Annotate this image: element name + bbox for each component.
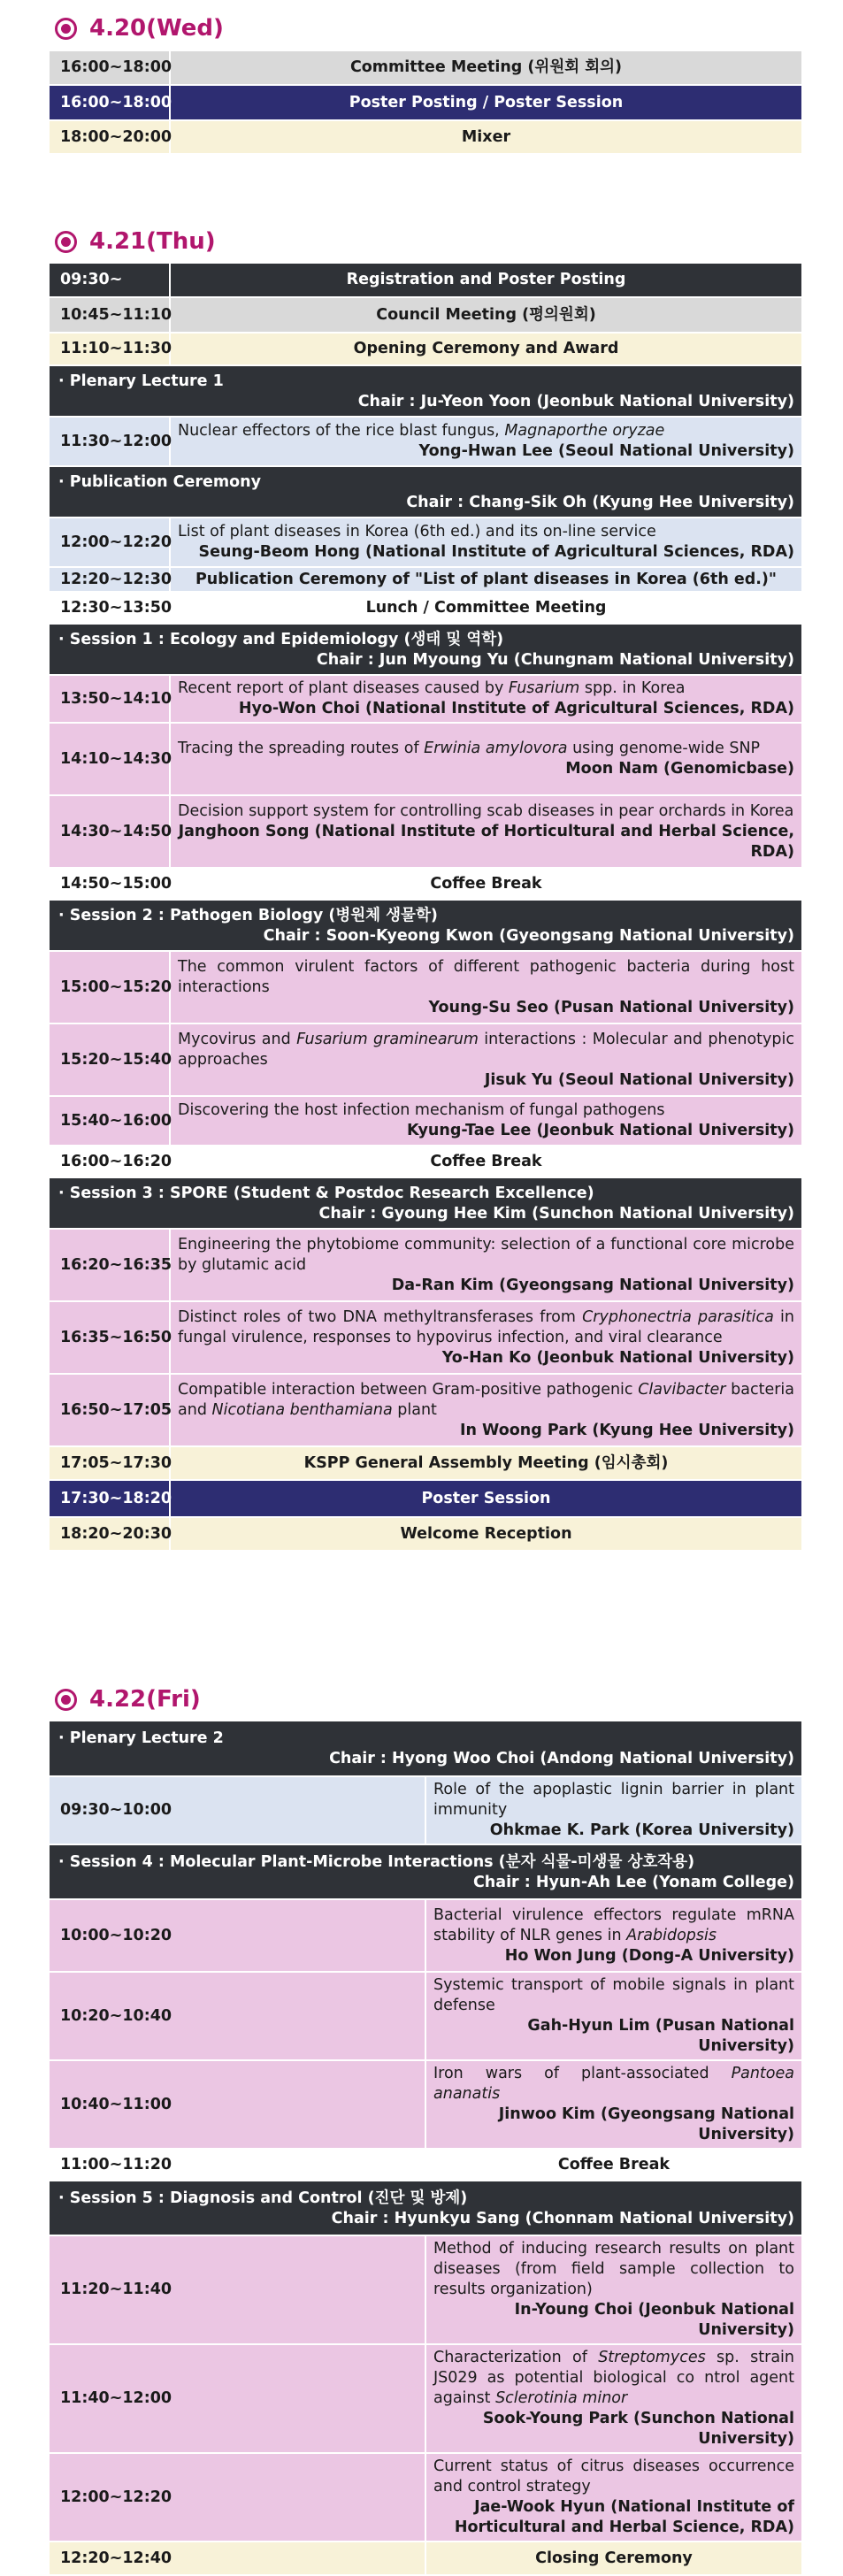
speaker: Da-Ran Kim (Gyeongsang National University): [391, 1276, 794, 1294]
talk-row: [50, 2235, 801, 2344]
session-header: [50, 1844, 801, 1899]
talk-title: [178, 739, 794, 759]
talk-cell: [170, 1229, 801, 1301]
session-title: · Session 3 : SPORE (Student & Postdoc Research Excellence): [58, 1184, 594, 1202]
time-slot: 09:30~: [50, 264, 170, 297]
talk-title: [178, 1380, 794, 1421]
talk-cell: [170, 1024, 801, 1096]
speaker: Yong-Hwan Lee (Seoul National University): [418, 442, 794, 460]
species-name: Fusarium graminearum: [296, 1030, 479, 1048]
title-text: Iron wars of plant-associated: [433, 2065, 732, 2082]
species-name: Nicotiana benthamiana: [211, 1400, 393, 1419]
time-slot: 12:00~12:20: [50, 518, 170, 567]
talk-title: [433, 2239, 794, 2300]
time-slot: 15:00~15:20: [50, 951, 170, 1024]
event-title: Registration and Poster Posting: [170, 264, 801, 297]
event-title: Poster Session: [170, 1480, 801, 1517]
session-chair: Chair : Chang-Sik Oh (Kyung Hee University): [406, 493, 794, 511]
speaker: Hyo-Won Choi (National Institute of Agricultural Sciences, RDA): [238, 700, 794, 717]
time-slot: 10:00~10:20: [50, 1899, 425, 1972]
session-header-cell: [50, 365, 801, 417]
session-chair: Chair : Hyong Woo Choi (Andong National University): [329, 1750, 794, 1767]
event-row: [50, 1446, 801, 1480]
time-slot: 10:20~10:40: [50, 1972, 425, 2060]
title-text: Characterization of: [433, 2349, 599, 2366]
session-chair: Chair : Soon-Kyeong Kwon (Gyeongsang National University): [263, 926, 794, 945]
event-row: [50, 51, 801, 85]
species-name: Arabidopsis: [626, 1926, 717, 1944]
title-text: Discovering the host infection mechanism of fungal pathogens: [178, 1101, 665, 1119]
species-name: Clavibacter: [638, 1380, 726, 1399]
talk-cell: [170, 675, 801, 723]
time-slot: 11:30~12:00: [50, 417, 170, 466]
speaker: Ho Won Jung (Dong-A University): [504, 1946, 794, 1965]
speaker: Jinwoo Kim (Gyeongsang National University): [498, 2105, 794, 2143]
speaker: Gah-Hyun Lim (Pusan National University): [527, 2017, 794, 2055]
time-slot: 15:40~16:00: [50, 1096, 170, 1146]
title-text: Nuclear effectors of the rice blast fungus,: [178, 422, 505, 440]
title-text: Current status of citrus diseases occurrence and control strategy: [433, 2457, 794, 2496]
bullet-circle-icon: [55, 18, 77, 40]
talk-row: [50, 1776, 801, 1844]
time-slot: 09:30~10:00: [50, 1776, 425, 1844]
day-header-3: [55, 1682, 201, 1717]
title-text: bacteria and: [178, 1380, 794, 1419]
time-slot: 10:40~11:00: [50, 2060, 425, 2149]
species-name: Cryphonectria parasitica: [582, 1307, 774, 1326]
time-slot: 14:30~14:50: [50, 795, 170, 868]
species-name: Streptomyces: [598, 2349, 706, 2366]
session-header: [50, 900, 801, 951]
time-slot: 16:00~18:00: [50, 51, 170, 85]
talk-title: [178, 421, 794, 441]
talk-row: [50, 1229, 801, 1301]
event-row: [50, 120, 801, 154]
title-text: sp. strain JS029 as potential biological co ntrol agent against: [433, 2349, 795, 2407]
time-slot: 14:10~14:30: [50, 723, 170, 795]
time-slot: 12:20~12:40: [50, 2542, 425, 2575]
talk-row: [50, 2344, 801, 2453]
talk-row: [50, 1096, 801, 1146]
time-slot: 16:35~16:50: [50, 1301, 170, 1374]
bullet-circle-icon: [55, 231, 77, 253]
event-row: [50, 333, 801, 365]
title-text: plant: [392, 1400, 437, 1419]
session-header-cell: [50, 466, 801, 518]
talk-title: [433, 1975, 794, 2016]
schedule-table-day1: [50, 51, 801, 155]
session-header: [50, 1177, 801, 1229]
time-slot: 18:00~20:00: [50, 120, 170, 154]
talk-cell: [425, 1899, 801, 1972]
session-header: [50, 1721, 801, 1776]
speaker: Moon Nam (Genomicbase): [565, 760, 794, 778]
talk-title: [178, 801, 794, 822]
event-title: Closing Ceremony: [425, 2542, 801, 2575]
time-slot: 12:20~12:30: [50, 567, 170, 592]
time-slot: 11:40~12:00: [50, 2344, 425, 2453]
day-header-2: [55, 224, 216, 259]
time-slot: 11:00~11:20: [50, 2149, 425, 2181]
title-text: spp. in Korea: [579, 679, 686, 697]
session-title: · Publication Ceremony: [58, 472, 262, 491]
event-row: [50, 2149, 801, 2181]
talk-row: [50, 723, 801, 795]
session-header-cell: [50, 2181, 801, 2235]
session-header-cell: [50, 900, 801, 951]
event-row: [50, 1146, 801, 1177]
talk-cell: [425, 1776, 801, 1844]
event-title: Publication Ceremony of "List of plant diseases in Korea (6th ed.)": [170, 567, 801, 592]
talk-row: [50, 518, 801, 567]
talk-title: [433, 1780, 794, 1821]
time-slot: 10:45~11:10: [50, 297, 170, 333]
species-name: Fusarium: [508, 679, 580, 697]
session-header: [50, 466, 801, 518]
title-text: Systemic transport of mobile signals in plant defense: [433, 1976, 794, 2014]
talk-row: [50, 1899, 801, 1972]
talk-row: [50, 1972, 801, 2060]
talk-cell: [170, 795, 801, 868]
day-title: 4.22(Fri): [89, 1686, 201, 1713]
session-chair: Chair : Jun Myoung Yu (Chungnam National University): [316, 650, 794, 669]
event-title: Mixer: [170, 120, 801, 154]
event-title: Opening Ceremony and Award: [170, 333, 801, 365]
title-text: interactions : Molecular and phenotypic approaches: [178, 1030, 794, 1069]
event-row: [50, 1517, 801, 1551]
talk-title: [433, 1905, 794, 1946]
session-header-cell: [50, 1844, 801, 1899]
title-text: Distinct roles of two DNA methyltransferases from: [178, 1307, 583, 1326]
session-chair: Chair : Ju-Yeon Yoon (Jeonbuk National University): [357, 392, 794, 410]
time-slot: 18:20~20:30: [50, 1517, 170, 1551]
event-title: Poster Posting / Poster Session: [170, 85, 801, 120]
speaker: Kyung-Tae Lee (Jeonbuk National University): [407, 1122, 794, 1139]
talk-row: [50, 417, 801, 466]
time-slot: 12:30~13:50: [50, 592, 170, 624]
time-slot: 16:50~17:05: [50, 1374, 170, 1446]
species-name: Erwinia amylovora: [424, 740, 568, 757]
talk-title: [178, 1235, 794, 1276]
talk-title: [178, 678, 794, 699]
event-title: Coffee Break: [425, 2149, 801, 2181]
time-slot: 16:00~18:00: [50, 85, 170, 120]
session-header: [50, 624, 801, 675]
event-row: [50, 85, 801, 120]
event-row: [50, 2542, 801, 2575]
session-title: · Session 4 : Molecular Plant-Microbe Interactions (분자 식물-미생물 상호작용): [58, 1852, 695, 1871]
talk-cell: [170, 518, 801, 567]
talk-cell: [170, 417, 801, 466]
title-text: in fungal virulence, responses to hypovirus infection, and viral clearance: [178, 1307, 794, 1346]
time-slot: 12:00~12:20: [50, 2453, 425, 2542]
session-chair: Chair : Gyoung Hee Kim (Sunchon National University): [318, 1204, 794, 1223]
talk-title: [178, 1307, 794, 1348]
event-title: Committee Meeting (위원회 회의): [170, 51, 801, 85]
event-row: [50, 592, 801, 624]
day-title: 4.20(Wed): [89, 15, 224, 42]
schedule-table-day2: [50, 264, 801, 1552]
event-title: Council Meeting (평의원회): [170, 297, 801, 333]
speaker: Jae-Wook Hyun (National Institute of Horticultural and Herbal Science, RDA): [454, 2498, 794, 2536]
time-slot: 17:05~17:30: [50, 1446, 170, 1480]
speaker: Young-Su Seo (Pusan National University): [428, 998, 794, 1016]
session-chair: Chair : Hyun-Ah Lee (Yonam College): [472, 1873, 794, 1891]
talk-cell: [425, 2060, 801, 2149]
speaker: In Woong Park (Kyung Hee University): [459, 1421, 794, 1439]
title-text: Role of the apoplastic lignin barrier in plant immunity: [433, 1781, 794, 1819]
event-title: Lunch / Committee Meeting: [170, 592, 801, 624]
event-row: [50, 297, 801, 333]
time-slot: 15:20~15:40: [50, 1024, 170, 1096]
event-row: [50, 264, 801, 297]
event-title: Coffee Break: [170, 868, 801, 900]
talk-title: [433, 2348, 794, 2409]
speaker: In-Young Choi (Jeonbuk National University): [514, 2301, 794, 2339]
talk-title: [178, 957, 794, 998]
session-header-cell: [50, 624, 801, 675]
session-title: · Plenary Lecture 1: [58, 372, 224, 390]
event-row: [50, 868, 801, 900]
talk-row: [50, 1374, 801, 1446]
bullet-circle-icon: [55, 1689, 77, 1711]
session-header-cell: [50, 1177, 801, 1229]
talk-row: [50, 2060, 801, 2149]
talk-row: [50, 1024, 801, 1096]
talk-row: [50, 951, 801, 1024]
talk-row: [50, 795, 801, 868]
talk-title: [178, 1030, 794, 1070]
title-text: Tracing the spreading routes of: [178, 740, 425, 757]
time-slot: 17:30~18:20: [50, 1480, 170, 1517]
talk-row: [50, 2453, 801, 2542]
event-title: Coffee Break: [170, 1146, 801, 1177]
event-row: [50, 1480, 801, 1517]
speaker: Ohkmae K. Park (Korea University): [489, 1821, 794, 1839]
time-slot: 16:00~16:20: [50, 1146, 170, 1177]
speaker: Sook-Young Park (Sunchon National University): [482, 2410, 794, 2448]
talk-cell: [170, 951, 801, 1024]
session-title: · Plenary Lecture 2: [58, 1729, 224, 1747]
session-title: · Session 5 : Diagnosis and Control (진단 및 방제): [58, 2189, 468, 2207]
day-header-1: [55, 11, 224, 46]
day-title: 4.21(Thu): [89, 228, 216, 255]
session-chair: Chair : Hyunkyu Sang (Chonnam National University): [331, 2209, 794, 2227]
session-title: · Session 1 : Ecology and Epidemiology (생태 및 역학): [58, 630, 504, 648]
event-title: Welcome Reception: [170, 1517, 801, 1551]
event-title: KSPP General Assembly Meeting (임시총회): [170, 1446, 801, 1480]
species-name: Magnaporthe oryzae: [504, 422, 665, 440]
session-header-cell: [50, 1721, 801, 1776]
talk-cell: [170, 1374, 801, 1446]
talk-cell: [425, 1972, 801, 2060]
session-title: · Session 2 : Pathogen Biology (병원체 생물학): [58, 906, 438, 924]
title-text: Engineering the phytobiome community: selection of a functional core microbe by glutamic acid: [178, 1235, 794, 1274]
talk-title: [433, 2457, 794, 2497]
talk-row: [50, 675, 801, 723]
time-slot: 16:20~16:35: [50, 1229, 170, 1301]
time-slot: 11:20~11:40: [50, 2235, 425, 2344]
title-text: Decision support system for controlling scab diseases in pear orchards in Korea: [178, 801, 794, 820]
speaker: Yo-Han Ko (Jeonbuk National University): [441, 1348, 794, 1367]
title-text: The common virulent factors of different pathogenic bacteria during host interactions: [178, 957, 794, 996]
event-row: [50, 567, 801, 592]
schedule-table-day3: [50, 1721, 801, 2576]
species-name: Pantoea ananatis: [433, 2065, 794, 2103]
time-slot: 13:50~14:10: [50, 675, 170, 723]
talk-title: [433, 2064, 794, 2104]
speaker: Seung-Beom Hong (National Institute of Agricultural Sciences, RDA): [198, 543, 794, 561]
title-text: Recent report of plant diseases caused by: [178, 679, 509, 697]
talk-cell: [425, 2344, 801, 2453]
session-header: [50, 2181, 801, 2235]
title-text: using genome-wide SNP: [567, 740, 761, 757]
talk-cell: [170, 1301, 801, 1374]
talk-title: [178, 1100, 794, 1121]
title-text: Compatible interaction between Gram-positive pathogenic: [178, 1380, 639, 1399]
title-text: List of plant diseases in Korea (6th ed.) and its on-line service: [178, 523, 656, 540]
talk-cell: [425, 2235, 801, 2344]
time-slot: 11:10~11:30: [50, 333, 170, 365]
species-name: Sclerotinia minor: [495, 2389, 628, 2407]
talk-row: [50, 1301, 801, 1374]
talk-cell: [170, 723, 801, 795]
time-slot: 14:50~15:00: [50, 868, 170, 900]
talk-cell: [425, 2453, 801, 2542]
talk-cell: [170, 1096, 801, 1146]
title-text: Mycovirus and: [178, 1030, 297, 1048]
title-text: Method of inducing research results on plant diseases (from field sample collection to results organization): [433, 2240, 794, 2298]
speaker: Jisuk Yu (Seoul National University): [484, 1070, 794, 1089]
title-text: Bacterial virulence effectors regulate mRNA stability of NLR genes in: [433, 1905, 794, 1944]
talk-title: [178, 522, 794, 542]
speaker: Janghoon Song (National Institute of Horticultural and Herbal Science, RDA): [178, 822, 794, 861]
session-header: [50, 365, 801, 417]
